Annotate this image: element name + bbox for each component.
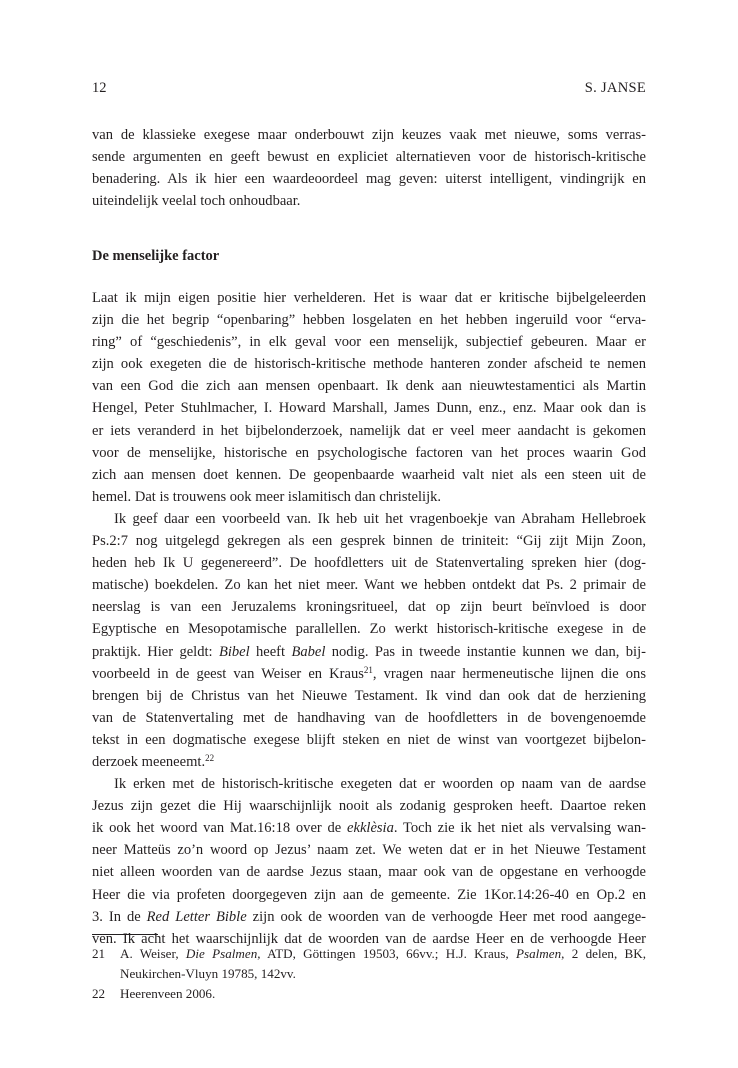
text-run: ik ook het woord van Mat.16:18 over de bbox=[92, 820, 348, 837]
text-line: sende argumenten en geeft bewust en expliciet alternatieven voor de historisch-kritische bbox=[92, 149, 646, 166]
text-line: uiteindelijk veelal toch onhoudbaar. bbox=[92, 193, 301, 210]
text-line bbox=[92, 906, 646, 928]
text-run: voorbeeld in de geest van Weiser en Kraus bbox=[92, 665, 364, 682]
text-line: Hengel, Peter Stuhlmacher, I. Howard Marshall, James Dunn, enz., enz. Maar ook dan is bbox=[92, 400, 646, 417]
text-line bbox=[92, 751, 646, 773]
footnotes bbox=[92, 944, 646, 1004]
text-line: zijn die het begrip “openbaring” hebben losgelaten en het hebben ingeruild voor “erva- bbox=[92, 312, 646, 329]
paragraph-1 bbox=[92, 287, 646, 508]
footnote-ref-22[interactable]: 22 bbox=[205, 752, 215, 763]
text-run: , 2 delen, BK, bbox=[561, 946, 646, 961]
text-line: neerslag is van een Jeruzalems kroningsritueel, dat op zijn beurt beïnvloed is door bbox=[92, 599, 646, 616]
text-run: nodig. Pas in tweede instantie kunnen we dan, bij- bbox=[325, 643, 646, 660]
section-heading: De menselijke factor bbox=[92, 248, 220, 264]
text-line: niet alleen woorden van de aardse Jezus staan, maar ook van de opgestane en verhoogde bbox=[92, 864, 646, 881]
italic-term-bibel: Bibel bbox=[218, 643, 250, 660]
text-run: 3. In de bbox=[92, 908, 147, 925]
footnote-line: Heerenveen 2006. bbox=[120, 986, 216, 1001]
text-run: A. Weiser, bbox=[120, 946, 186, 961]
text-line bbox=[92, 663, 646, 685]
text-line bbox=[92, 817, 646, 839]
footnote-line: Neukirchen-Vluyn 19785, 142vv. bbox=[120, 966, 296, 981]
footnote-ref-21[interactable]: 21 bbox=[363, 664, 373, 675]
footnote-divider bbox=[92, 934, 158, 935]
text-line: benadering. Als ik hier een waardeoordeel mag geven: uiterst intelligent, vindingrijk en bbox=[92, 171, 646, 188]
text-line bbox=[92, 641, 646, 663]
page-number: 12 bbox=[92, 80, 107, 96]
footnote-number: 22 bbox=[92, 986, 106, 1001]
text-line: hemel. Dat is trouwens ook meer islamitisch dan christelijk. bbox=[92, 488, 442, 505]
italic-term-babel: Babel bbox=[291, 643, 326, 660]
text-line: tekst in een dogmatische exegese blijft steken en niet de winst van voortgezet bijbelon- bbox=[92, 731, 646, 748]
text-run: . Toch zie ik het niet als vervalsing wan- bbox=[393, 820, 646, 837]
text-line: Jezus zijn gezet die Hij waarschijnlijk nooit als zodanig gesproken heeft. Daartoe reken bbox=[92, 798, 646, 815]
running-author: S. JANSE bbox=[584, 80, 646, 96]
text-run: heeft bbox=[249, 643, 292, 660]
footnote-number: 21 bbox=[92, 946, 106, 961]
italic-term-ekklesia: ekklèsia bbox=[347, 820, 394, 837]
italic-title-red-letter-bible: Red Letter Bible bbox=[146, 908, 247, 925]
text-line: ven. Ik acht het waarschijnlijk dat de woorden van de aardse Heer en de verhoogde Heer bbox=[92, 930, 646, 947]
main-text bbox=[92, 287, 646, 950]
text-line: heden heb Ik U gegenereerd”. De hoofdletters uit de Statenvertaling spreken hier (dog- bbox=[92, 555, 646, 572]
text-run: , vragen naar hermeneutische lijnen die ons bbox=[372, 665, 646, 682]
text-line: neer Matteüs zo’n woord op Jezus’ naam zet. We weten dat er in het Nieuwe Testament bbox=[92, 842, 646, 859]
text-line: Egyptische en Mesopotamische parallellen. Zo werkt historisch-kritische exegese in de bbox=[92, 621, 646, 638]
text-line: zich aan mensen doet kennen. De geopenbaarde waarheid valt niet als een steen uit de bbox=[92, 466, 646, 483]
text-line: Heer die via profeten doorgegeven zijn aan de gemeente. Zie 1Kor.14:26-40 en Op.2 en bbox=[92, 886, 646, 903]
paragraph-3 bbox=[92, 773, 646, 950]
text-run: derzoek meeneemt. bbox=[92, 753, 206, 770]
text-line: voor de menselijke, historische en psychologische factoren van het proces waarin God bbox=[92, 444, 646, 461]
footnote-line bbox=[120, 944, 646, 964]
text-line: van een God die zich aan mensen openbaart. Ik denk aan nieuwtestamentici als Martin bbox=[92, 378, 646, 395]
text-run: praktijk. Hier geldt: bbox=[92, 643, 219, 660]
text-run: zijn ook de woorden van de verhoogde Heer met rood aangege- bbox=[246, 908, 646, 925]
text-line: Laat ik mijn eigen positie hier verhelderen. Het is waar dat er kritische bijbelgeleerden bbox=[92, 290, 646, 306]
text-line: matische) boekdelen. Zo kan het niet meer. Want we hebben ontdekt dat Ps. 2 primair de bbox=[92, 577, 646, 594]
text-run: ATD, Göttingen 19503, 66vv.; H.J. Kraus, bbox=[260, 946, 517, 961]
text-line: Ik geef daar een voorbeeld van. Ik heb uit het vragenboekje van Abraham Hellebroek bbox=[114, 510, 646, 527]
text-line: ring” of “geschiedenis”, in elk geval voor een menselijk, subjectief gebeuren. Maar er bbox=[92, 334, 646, 351]
italic-title: Die Psalmen, bbox=[185, 946, 261, 961]
footnote-22 bbox=[92, 984, 646, 1004]
text-line: Ps.2:7 nog uitgelegd gekregen als een gesprek binnen de triniteit: “Gij zijt Mijn Zoon, bbox=[92, 533, 646, 550]
text-line: van de klassieke exegese maar onderbouwt zijn keuzes vaak met nieuwe, soms verras- bbox=[92, 127, 646, 143]
text-line: zijn ook exegeten die de historisch-kritische methode hanteren zonder afscheid te nemen bbox=[92, 356, 646, 373]
text-line: van de Statenvertaling met de handhaving van de hoofdletters in de bovengenoemde bbox=[92, 709, 646, 726]
text-line: er iets veranderd in het bijbelonderzoek, namelijk dat er veel meer aandacht is gekomen bbox=[92, 422, 646, 439]
italic-title: Psalmen bbox=[516, 946, 562, 961]
intro-paragraph bbox=[92, 124, 646, 212]
paragraph-2 bbox=[92, 508, 646, 773]
footnote-21 bbox=[92, 944, 646, 984]
text-line: brengen bij de Christus van het Nieuwe Testament. Ik vind dan ook dat de herziening bbox=[92, 687, 646, 704]
book-page bbox=[92, 0, 646, 1068]
text-line: Ik erken met de historisch-kritische exegeten dat er woorden op naam van de aardse bbox=[114, 776, 646, 793]
